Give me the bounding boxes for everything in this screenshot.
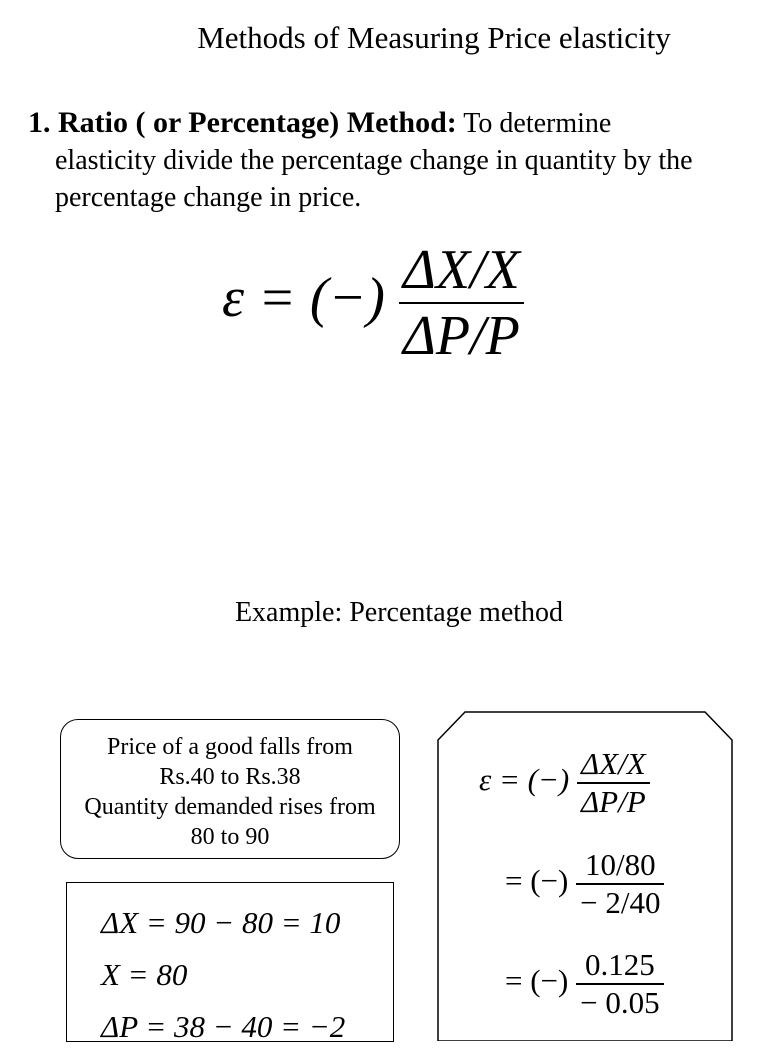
solution-lhs: ε = (−) [479,762,570,798]
method-description [28,104,748,216]
elasticity-formula [222,238,524,368]
formula-denominator: ΔP/P [399,302,524,368]
formula-lhs: ε = (−) [222,266,385,329]
method-text-rest: elasticity divide the percentage change in quantity by the percentage change in price. [55,145,693,213]
solution-denominator: − 2/40 [576,883,664,921]
solution-line-3 [505,947,664,1021]
calculation-box [66,882,394,1042]
solution-numerator: 10/80 [584,847,656,882]
page-title: Methods of Measuring Price elasticity [197,20,671,55]
solution-lhs: = (−) [505,863,569,899]
solution-line-2 [505,847,664,921]
method-text-first: To determine [456,108,612,139]
problem-line: 80 to 90 [190,824,270,850]
problem-line: Rs.40 to Rs.38 [159,764,301,790]
formula-fraction [399,238,524,368]
calc-line: ΔX = 90 − 80 = 10 [101,905,341,940]
problem-line: Price of a good falls from [107,734,353,760]
problem-box [60,719,400,859]
calc-line: ΔP = 38 − 40 = −2 [101,1009,346,1044]
solution-numerator: 0.125 [584,947,655,982]
solution-lhs: = (−) [505,963,569,999]
solution-line-1 [479,746,650,820]
calc-line: X = 80 [101,957,188,992]
formula-numerator: ΔX/X [402,239,520,301]
solution-fraction [576,847,664,921]
solution-fraction [577,746,650,820]
example-title: Example: Percentage method [234,597,564,628]
method-heading: 1. Ratio ( or Percentage) Method: [28,106,457,139]
problem-line: Quantity demanded rises from [84,794,376,820]
solution-denominator: ΔP/P [577,782,650,820]
solution-denominator: − 0.05 [576,983,663,1021]
solution-fraction [576,947,663,1021]
solution-numerator: ΔX/X [580,746,646,781]
solution-box [437,711,733,1041]
